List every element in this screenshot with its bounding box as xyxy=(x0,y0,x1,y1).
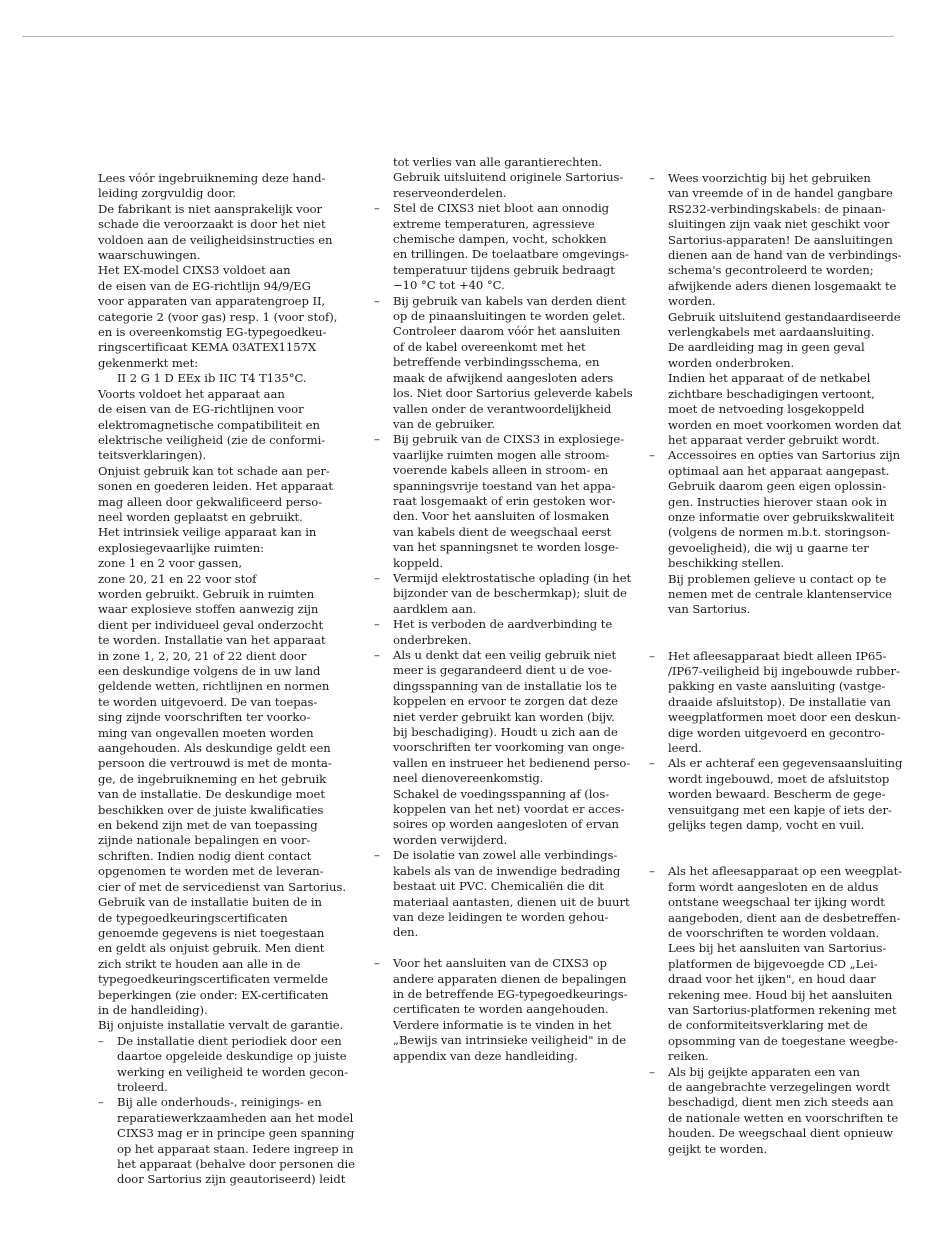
text-line: andere apparaten dienen de bepalingen xyxy=(393,971,627,986)
text-line: aangeboden, dient aan de desbetreffen- xyxy=(668,910,901,925)
text-line: werking en veiligheid te worden gecon- xyxy=(117,1064,349,1079)
text-line: in de betreffende EG-typegoedkeurings- xyxy=(393,986,628,1001)
text-line: het apparaat verder gebruikt wordt. xyxy=(668,432,880,447)
text-line: van Sartorius. xyxy=(668,602,751,617)
text-line: cier of met de servicedienst van Sartorius. xyxy=(98,879,346,894)
text-line: den. xyxy=(393,925,419,940)
text-line: vensuitgang met een kapje of iets der- xyxy=(668,802,892,817)
text-line: de eisen van de EG-richtlijn 94/9/EG xyxy=(98,278,311,293)
text-line: het apparaat (behalve door personen die xyxy=(117,1157,355,1171)
text-line: Accessoires en opties van Sartorius zijn xyxy=(668,448,901,463)
text-line: explosiegevaarlijke ruimten: xyxy=(98,540,265,555)
text-line: leiding zorgvuldig door. xyxy=(98,186,237,201)
text-line: genoemde gegevens is niet toegestaan xyxy=(98,925,325,940)
text-line: en bekend zijn met de van toepassing xyxy=(98,818,318,833)
text-line: chemische dampen, vocht, schokken xyxy=(393,232,607,247)
text-line: geijkt te worden. xyxy=(668,1141,768,1156)
text-line: vallen en instrueer het bedienend perso- xyxy=(393,755,631,770)
text-line: beperkingen (zie onder: EX-certificaten xyxy=(98,987,329,1002)
text-line: zone 20, 21 en 22 voor stof xyxy=(98,571,257,586)
text-line: de conformiteitsverklaring met de xyxy=(668,1018,868,1033)
text-line: te worden uitgevoerd. De van toepas- xyxy=(98,694,318,709)
text-line: vaarlijke ruimten mogen alle stroom- xyxy=(393,447,610,462)
bullet-item xyxy=(649,448,899,617)
text-line: de nationale wetten en voorschriften te xyxy=(668,1110,899,1125)
text-line: worden. xyxy=(668,294,716,309)
text-line: worden onderbroken. xyxy=(668,355,795,370)
text-line: raat losgemaakt of erin gestoken wor- xyxy=(393,493,616,508)
text-line: reiken. xyxy=(668,1049,709,1064)
text-line: los. Niet door Sartorius geleverde kabels xyxy=(393,386,633,401)
text-line: appendix van deze handleiding. xyxy=(393,1048,578,1063)
bullet-dash: – xyxy=(374,570,380,585)
text-line: koppelen van het net) voordat er acces- xyxy=(393,802,625,817)
text-line: aardklem aan. xyxy=(393,601,477,616)
text-line: „Bewijs van intrinsieke veiligheid" in de xyxy=(393,1033,627,1048)
text-line: op de pinaansluitingen te worden gelet. xyxy=(393,309,626,324)
text-line: Het afleesapparaat biedt alleen IP65- xyxy=(668,648,887,663)
text-line: temperatuur tijdens gebruik bedraagt xyxy=(393,262,615,277)
text-line: certificaten te worden aangehouden. xyxy=(393,1002,609,1017)
text-line: De aardleiding mag in geen geval xyxy=(668,340,865,355)
text-line: Controleer daarom vóór het aansluiten xyxy=(393,324,621,339)
text-line: categorie 2 (voor gas) resp. 1 (voor stof), xyxy=(98,309,338,324)
bullet-dash: – xyxy=(374,201,380,216)
text-line: soires op worden aangesloten of ervan xyxy=(393,817,619,832)
text-line: van kabels dient de weegschaal eerst xyxy=(393,524,612,539)
text-line: voorschriften ter voorkoming van onge- xyxy=(393,740,625,755)
text-line: Bij gebruik van de CIXS3 in explosiege- xyxy=(393,432,625,447)
text-line: Lees bij het aansluiten van Sartorius- xyxy=(668,941,887,956)
text-line: draaide afsluitstop). De installatie van xyxy=(668,694,891,709)
text-line: Schakel de voedingsspanning af (los- xyxy=(393,786,610,801)
text-line: bestaat uit PVC. Chemicaliën die dit xyxy=(393,879,604,894)
text-line: rekening mee. Houd bij het aansluiten xyxy=(668,987,893,1002)
text-line: sing zijnde voorschriften ter voorko- xyxy=(98,710,311,725)
text-line: een deskundige volgens de in uw land xyxy=(98,664,321,678)
body-paragraph xyxy=(98,171,346,371)
text-line: Voorts voldoet het apparaat aan xyxy=(98,386,285,401)
bullet-dash: – xyxy=(649,864,655,879)
text-line: en geldt als onjuist gebruik. Men dient xyxy=(98,941,325,956)
text-line: maak de afwijkend aangesloten aders xyxy=(393,370,614,385)
text-line: worden en moet voorkomen worden dat xyxy=(668,417,902,432)
text-line: de eisen van de EG-richtlijnen voor xyxy=(98,402,304,417)
text-line: van deze leidingen te worden gehou- xyxy=(393,909,609,924)
text-line: door Sartorius zijn geautoriseerd) leidt xyxy=(117,1172,346,1187)
text-line: De isolatie van zowel alle verbindings- xyxy=(393,848,618,863)
text-line: de aangebrachte verzegelingen wordt xyxy=(668,1080,890,1094)
text-line: kabels als van de inwendige bedrading xyxy=(393,863,621,878)
text-line: in de handleiding). xyxy=(98,1002,208,1017)
text-line: Onjuist gebruik kan tot schade aan per- xyxy=(98,463,330,478)
text-line: afwijkende aders dienen losgemaakt te xyxy=(668,278,897,293)
bullet-dash: – xyxy=(649,448,655,463)
text-line: beschikking stellen. xyxy=(668,556,785,571)
text-line: onze informatie over gebruikskwaliteit xyxy=(668,509,895,524)
text-line: dige worden uitgevoerd en gecontro- xyxy=(668,725,885,740)
text-line: of de kabel overeenkomt met het xyxy=(393,339,586,354)
text-line: Het intrinsiek veilige apparaat kan in xyxy=(98,525,317,540)
text-line: en is overeenkomstig EG-typegoedkeu- xyxy=(98,325,327,340)
column-3 xyxy=(649,171,903,1157)
text-line: Als er achteraf een gegevensaansluiting xyxy=(668,756,903,771)
bullet-item xyxy=(374,293,633,433)
bullet-item xyxy=(98,1033,349,1096)
text-line: gelijks tegen damp, vocht en vuil. xyxy=(668,818,865,833)
text-line: zich strikt te houden aan alle in de xyxy=(98,956,301,971)
text-line: te worden. Installatie van het apparaat xyxy=(98,633,326,648)
bullet-dash: – xyxy=(374,293,380,308)
text-line: betreffende verbindingsschema, en xyxy=(393,355,600,370)
text-line: van Sartorius-platformen rekening met xyxy=(668,1002,897,1017)
text-line: /IP67-veiligheid bij ingebouwde rubber- xyxy=(668,664,900,679)
text-line: voor apparaten van apparatengroep II, xyxy=(98,294,326,309)
text-line: gekenmerkt met: xyxy=(98,355,199,370)
text-line: van vreemde of in de handel gangbare xyxy=(668,186,893,201)
bullet-item xyxy=(374,648,631,848)
text-line: Gebruik van de installatie buiten de in xyxy=(98,895,322,910)
text-line: II 2 G 1 D EEx ib IIC T4 T135°C. xyxy=(117,371,307,386)
text-line: optimaal aan het apparaat aangepast. xyxy=(668,463,890,478)
text-line: Gebruik uitsluitend originele Sartorius- xyxy=(393,170,624,185)
text-line: weegplatformen moet door een deskun- xyxy=(668,710,901,725)
text-line: teitsverklaringen). xyxy=(98,448,207,463)
text-line: tot verlies van alle garantierechten. xyxy=(393,155,603,169)
bullet-item xyxy=(649,756,903,833)
text-line: Bij alle onderhouds-, reinigings- en xyxy=(117,1095,322,1110)
text-line: waarschuwingen. xyxy=(98,248,201,263)
bullet-item xyxy=(649,1065,899,1157)
text-line: van de installatie. De deskundige moet xyxy=(98,787,325,802)
text-line: elektromagnetische compatibiliteit en xyxy=(98,417,320,432)
text-line: Indien het apparaat of de netkabel xyxy=(668,371,871,386)
bullet-continuation xyxy=(374,155,622,201)
text-line: wordt ingebouwd, moet de afsluitstop xyxy=(668,771,890,786)
bullet-dash: – xyxy=(649,648,655,663)
text-line: voldoen aan de veiligheidsinstructies en xyxy=(98,232,333,247)
text-line: Bij problemen gelieve u contact op te xyxy=(668,571,887,586)
text-line: neel dienovereenkomstig. xyxy=(393,771,544,786)
bullet-dash: – xyxy=(374,617,380,632)
bullet-item xyxy=(98,1095,355,1187)
bullet-item xyxy=(374,617,622,648)
paragraph-gap xyxy=(374,941,622,956)
text-line: Als het afleesapparaat op een weegplat- xyxy=(668,864,903,879)
text-line: waar explosieve stoffen aanwezig zijn xyxy=(98,602,319,617)
text-line: schade die veroorzaakt is door het niet xyxy=(98,217,326,232)
text-line: den. Voor het aansluiten of losmaken xyxy=(393,509,610,524)
text-line: voerende kabels alleen in stroom- en xyxy=(393,463,609,478)
bullet-dash: – xyxy=(374,956,380,971)
text-line: de voorschriften te worden voldaan. xyxy=(668,925,880,940)
text-line: koppeld. xyxy=(393,555,444,570)
text-line: de typegoedkeuringscertificaten xyxy=(98,910,288,925)
text-line: zijnde nationale bepalingen en voor- xyxy=(98,833,311,848)
body-paragraph xyxy=(98,387,346,1034)
text-line: nemen met de centrale klantenservice xyxy=(668,586,892,601)
text-line: elektrische veiligheid (zie de conformi- xyxy=(98,432,326,447)
text-line: persoon die vertrouwd is met de monta- xyxy=(98,756,332,771)
text-line: dingsspanning van de installatie los te xyxy=(393,678,617,693)
text-line: worden bewaard. Bescherm de gege- xyxy=(668,787,886,802)
text-line: pakking en vaste aansluiting (vastge- xyxy=(668,679,886,694)
text-line: Wees voorzichtig bij het gebruiken xyxy=(668,171,871,185)
text-line: Sartorius-apparaten! De aansluitingen xyxy=(668,232,893,247)
text-line: in zone 1, 2, 20, 21 of 22 dient door xyxy=(98,648,307,663)
text-line: materiaal aantasten, dienen uit de buurt xyxy=(393,894,630,909)
text-line: worden gebruikt. Gebruik in ruimten xyxy=(98,586,315,601)
text-line: spanningsvrije toestand van het appa- xyxy=(393,478,616,493)
section-gap xyxy=(649,618,899,649)
text-line: dient per individueel geval onderzocht xyxy=(98,617,324,632)
text-line: Voor het aansluiten van de CIXS3 op xyxy=(393,956,607,971)
bullet-item xyxy=(374,432,625,571)
text-line: neel worden geplaatst en gebruikt. xyxy=(98,509,303,524)
text-line: CIXS3 mag er in principe geen spanning xyxy=(117,1126,355,1141)
text-line: van de gebruiker. xyxy=(393,416,495,431)
text-line: (volgens de normen m.b.t. storingson- xyxy=(668,525,891,540)
text-line: sonen en goederen leiden. Het apparaat xyxy=(98,479,334,494)
bullet-dash: – xyxy=(374,848,380,863)
text-line: Het is verboden de aardverbinding te xyxy=(393,617,613,632)
text-line: geldende wetten, richtlijnen en normen xyxy=(98,679,330,694)
text-line: typegoedkeuringscertificaten vermelde xyxy=(98,972,328,987)
bullet-dash: – xyxy=(98,1095,104,1110)
text-line: ming van ongevallen moeten worden xyxy=(98,725,314,740)
text-line: gen. Instructies hierover staan ook in xyxy=(668,494,887,509)
bullet-item xyxy=(649,649,899,757)
text-line: koppelen en ervoor te zorgen dat deze xyxy=(393,694,618,709)
text-line: bij beschadiging). Houdt u zich aan de xyxy=(393,725,618,740)
text-line: beschadigd, dient men zich steeds aan xyxy=(668,1095,894,1110)
text-line: op het apparaat staan. Iedere ingreep in xyxy=(117,1141,354,1156)
text-line: en trillingen. De toelaatbare omgevings- xyxy=(393,247,629,262)
text-line: beschikken over de juiste kwalificaties xyxy=(98,802,324,817)
bullet-item xyxy=(374,848,630,940)
text-line: van het spanningsnet te worden losge- xyxy=(393,540,619,555)
text-line: platformen de bijgevoegde CD „Lei- xyxy=(668,956,878,971)
bullet-dash: – xyxy=(374,648,380,662)
text-line: houden. De weegschaal dient opnieuw xyxy=(668,1126,893,1141)
text-line: reserveonderdelen. xyxy=(393,185,507,200)
bullet-dash: – xyxy=(649,756,655,771)
text-line: daartoe opgeleide deskundige op juiste xyxy=(117,1049,347,1064)
text-line: sluitingen zijn vaak niet geschikt voor xyxy=(668,217,890,232)
text-line: draad voor het ijken", en houd daar xyxy=(668,972,876,987)
text-line: leerd. xyxy=(668,741,702,756)
marking-code xyxy=(98,371,346,386)
bullet-dash: – xyxy=(649,1064,655,1079)
text-line: Gebruik uitsluitend gestandaardiseerde xyxy=(668,309,901,324)
column-1 xyxy=(98,171,355,1188)
text-line: opgenomen te worden met de leveran- xyxy=(98,864,324,879)
text-line: Stel de CIXS3 niet bloot aan onnodig xyxy=(393,201,609,216)
text-line: opsomming van de toegestane weegbe- xyxy=(668,1033,899,1048)
text-line: reparatiewerkzaamheden aan het model xyxy=(117,1110,354,1125)
text-line: Gebruik daarom geen eigen oplossin- xyxy=(668,479,887,494)
text-line: extreme temperaturen, agressieve xyxy=(393,216,595,231)
text-line: −10 °C tot +40 °C. xyxy=(393,278,505,293)
text-line: vallen onder de verantwoordelijkheid xyxy=(393,401,612,416)
text-line: De installatie dient periodiek door een xyxy=(117,1033,342,1048)
text-line: verlengkabels met aardaansluiting. xyxy=(668,325,875,340)
text-line: Vermijd elektrostatische oplading (in het xyxy=(393,570,632,585)
text-line: dienen aan de hand van de verbindings- xyxy=(668,248,902,263)
text-line: niet verder gebruikt kan worden (bijv. xyxy=(393,709,615,724)
text-line: troleerd. xyxy=(117,1079,168,1094)
text-line: mag alleen door gekwalificeerd perso- xyxy=(98,494,323,509)
text-line: RS232-verbindingskabels: de pinaan- xyxy=(668,201,886,216)
text-line: Als u denkt dat een veilig gebruik niet xyxy=(393,648,617,662)
section-gap xyxy=(649,833,899,864)
text-line: Het EX-model CIXS3 voldoet aan xyxy=(98,263,291,278)
text-line: Bij gebruik van kabels van derden dient xyxy=(393,293,626,308)
text-line: form wordt aangesloten en de aldus xyxy=(668,879,879,894)
bullet-item xyxy=(374,956,628,1064)
text-line: zichtbare beschadigingen vertoont, xyxy=(668,386,875,401)
bullet-item xyxy=(649,864,903,1064)
text-line: ontstane weegschaal ter ijking wordt xyxy=(668,895,885,910)
bullet-item xyxy=(649,171,902,448)
text-line: aangehouden. Als deskundige geldt een xyxy=(98,741,331,756)
bullet-dash: – xyxy=(649,171,655,185)
text-line: zone 1 en 2 voor gassen, xyxy=(98,556,243,571)
text-line: onderbreken. xyxy=(393,632,472,647)
text-line: meer is gegarandeerd dient u de voe- xyxy=(393,663,613,678)
text-line: Als bij geijkte apparaten een van xyxy=(668,1064,860,1079)
bullet-item xyxy=(374,570,632,617)
text-line: gevoeligheid), die wij u gaarne ter xyxy=(668,540,869,555)
text-line: bijzonder van de beschermkap); sluit de xyxy=(393,586,627,601)
text-line: schema's gecontroleerd te worden; xyxy=(668,263,874,278)
text-line: moet de netvoeding losgekoppeld xyxy=(668,402,865,417)
text-line: Lees vóór ingebruikneming deze hand- xyxy=(98,171,326,185)
bullet-dash: – xyxy=(98,1033,104,1048)
text-line: ge, de ingebruikneming en het gebruik xyxy=(98,771,327,786)
bullet-item xyxy=(374,201,629,293)
bullet-dash: – xyxy=(374,432,380,447)
column-2 xyxy=(374,155,633,1064)
text-line: De fabrikant is niet aansprakelijk voor xyxy=(98,201,323,216)
text-line: schriften. Indien nodig dient contact xyxy=(98,848,312,863)
top-rule xyxy=(22,36,894,37)
text-line: ringscertificaat KEMA 03ATEX1157X xyxy=(98,340,317,355)
text-line: Verdere informatie is te vinden in het xyxy=(393,1017,612,1032)
text-line: Bij onjuiste installatie vervalt de garantie. xyxy=(98,1018,344,1033)
text-line: worden verwijderd. xyxy=(393,832,508,847)
